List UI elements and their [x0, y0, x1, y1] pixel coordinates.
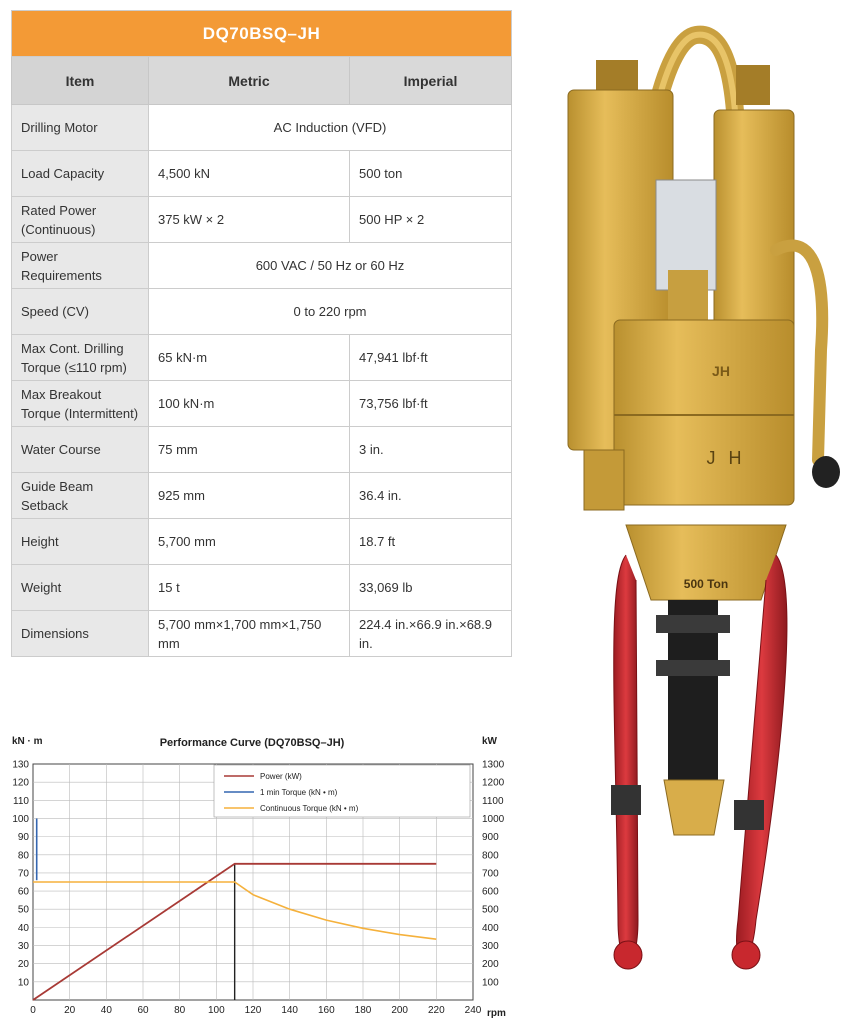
row-value-imperial: 73,756 lbf·ft — [350, 381, 512, 427]
row-value-merged: 0 to 220 rpm — [149, 289, 512, 335]
bail-eye-left — [614, 941, 642, 969]
gearbox — [614, 320, 794, 505]
table-row — [12, 519, 512, 565]
legend-label: 1 min Torque (kN • m) — [260, 788, 338, 797]
row-value-imperial: 500 HP × 2 — [350, 197, 512, 243]
row-label: Drilling Motor — [12, 105, 149, 151]
row-value-metric: 75 mm — [149, 427, 350, 473]
rating-label: 500 Ton — [683, 577, 729, 591]
x-tick-label: 100 — [207, 1005, 225, 1016]
y-right-tick-label: 800 — [482, 850, 499, 862]
table-row — [12, 565, 512, 611]
x-axis-label: rpm — [487, 1008, 506, 1019]
stem-clamp — [656, 615, 730, 633]
row-value-metric: 65 kN·m — [149, 335, 350, 381]
performance-chart — [0, 726, 520, 1022]
y-right-tick-label: 900 — [482, 832, 499, 844]
bail-clip-left — [611, 785, 641, 815]
y-left-tick-label: 110 — [13, 795, 29, 807]
y-right-tick-label: 1300 — [482, 759, 505, 771]
y-right-tick-label: 400 — [482, 922, 499, 934]
top-drive-illustration — [556, 20, 846, 1010]
hose-end — [812, 456, 840, 488]
y-left-tick-label: 20 — [17, 959, 29, 971]
x-tick-label: 60 — [137, 1005, 149, 1016]
y-right-tick-label: 300 — [482, 941, 499, 953]
model-title: DQ70BSQ–JH — [12, 11, 512, 57]
x-tick-label: 40 — [100, 1005, 112, 1016]
row-label: Speed (CV) — [12, 289, 149, 335]
saver-sub — [664, 780, 724, 835]
left-axis-label: kN · m — [12, 736, 43, 747]
row-value-metric: 5,700 mm — [149, 519, 350, 565]
legend-label: Continuous Torque (kN • m) — [260, 804, 359, 813]
x-tick-label: 160 — [317, 1005, 335, 1016]
row-value-imperial: 36.4 in. — [350, 473, 512, 519]
x-tick-label: 180 — [354, 1005, 372, 1016]
x-tick-label: 80 — [174, 1005, 186, 1016]
row-label: Rated Power (Continuous) — [12, 197, 149, 243]
x-tick-label: 0 — [30, 1005, 36, 1016]
y-right-tick-label: 1000 — [482, 813, 505, 825]
x-tick-label: 240 — [464, 1005, 482, 1016]
row-value-merged: 600 VAC / 50 Hz or 60 Hz — [149, 243, 512, 289]
x-tick-label: 140 — [281, 1005, 299, 1016]
table-row — [12, 289, 512, 335]
legend-label: Power (kW) — [260, 772, 302, 781]
row-value-imperial: 224.4 in.×66.9 in.×68.9 in. — [350, 611, 512, 657]
row-label: Weight — [12, 565, 149, 611]
y-left-tick-label: 40 — [17, 922, 29, 934]
row-label: Dimensions — [12, 611, 149, 657]
row-value-imperial: 33,069 lb — [350, 565, 512, 611]
row-value-metric: 5,700 mm×1,700 mm×1,750 mm — [149, 611, 350, 657]
header-imperial: Imperial — [350, 57, 512, 105]
y-left-tick-label: 10 — [17, 977, 29, 989]
row-label: Max Breakout Torque (Intermittent) — [12, 381, 149, 427]
y-left-tick-label: 70 — [17, 868, 29, 880]
table-row — [12, 151, 512, 197]
y-left-tick-label: 50 — [17, 904, 29, 916]
plate-letters: J H — [706, 448, 746, 468]
table-header-row — [12, 57, 512, 105]
row-label: Max Cont. Drilling Torque (≤110 rpm) — [12, 335, 149, 381]
chart-legend — [214, 765, 470, 817]
chart-title: Performance Curve (DQ70BSQ–JH) — [159, 737, 345, 749]
row-label: Load Capacity — [12, 151, 149, 197]
row-label: Height — [12, 519, 149, 565]
row-value-metric: 375 kW × 2 — [149, 197, 350, 243]
header-metric: Metric — [149, 57, 350, 105]
plate-logo: JH — [712, 363, 730, 379]
row-value-metric: 925 mm — [149, 473, 350, 519]
y-left-tick-label: 100 — [12, 813, 29, 825]
y-right-tick-label: 500 — [482, 904, 499, 916]
bail-right — [737, 555, 787, 961]
right-axis-label: kW — [482, 736, 497, 747]
stem-clamp — [656, 660, 730, 676]
row-value-imperial: 47,941 lbf·ft — [350, 335, 512, 381]
row-value-metric: 4,500 kN — [149, 151, 350, 197]
row-label: Water Course — [12, 427, 149, 473]
table-row — [12, 105, 512, 151]
table-row — [12, 197, 512, 243]
row-value-merged: AC Induction (VFD) — [149, 105, 512, 151]
x-tick-label: 120 — [244, 1005, 262, 1016]
y-left-tick-label: 80 — [17, 850, 29, 862]
table-row — [12, 611, 512, 657]
y-right-tick-label: 100 — [482, 977, 499, 989]
y-left-tick-label: 90 — [17, 832, 29, 844]
table-title-row — [12, 11, 512, 57]
x-tick-label: 20 — [64, 1005, 76, 1016]
row-value-metric: 15 t — [149, 565, 350, 611]
y-right-tick-label: 700 — [482, 868, 499, 880]
y-right-tick-label: 600 — [482, 886, 499, 898]
y-right-tick-label: 1100 — [482, 795, 504, 807]
row-value-imperial: 18.7 ft — [350, 519, 512, 565]
x-tick-label: 200 — [391, 1005, 409, 1016]
y-left-tick-label: 130 — [12, 759, 29, 771]
bail-clip-right — [734, 800, 764, 830]
y-right-tick-label: 1200 — [482, 777, 505, 789]
row-value-imperial: 500 ton — [350, 151, 512, 197]
y-left-tick-label: 30 — [17, 941, 29, 953]
table-row — [12, 427, 512, 473]
spec-table — [11, 10, 512, 657]
x-tick-label: 220 — [427, 1005, 445, 1016]
bail-eye-right — [732, 941, 760, 969]
row-value-imperial: 3 in. — [350, 427, 512, 473]
table-row — [12, 381, 512, 427]
table-row — [12, 243, 512, 289]
table-row — [12, 473, 512, 519]
row-label: Guide Beam Setback — [12, 473, 149, 519]
motor-fan-right — [736, 65, 770, 105]
side-valve — [584, 450, 624, 510]
bail-left — [614, 555, 638, 961]
y-left-tick-label: 120 — [12, 777, 29, 789]
table-row — [12, 335, 512, 381]
y-left-tick-label: 60 — [17, 886, 29, 898]
header-item: Item — [12, 57, 149, 105]
row-value-metric: 100 kN·m — [149, 381, 350, 427]
row-label: Power Requirements — [12, 243, 149, 289]
y-right-tick-label: 200 — [482, 959, 499, 971]
